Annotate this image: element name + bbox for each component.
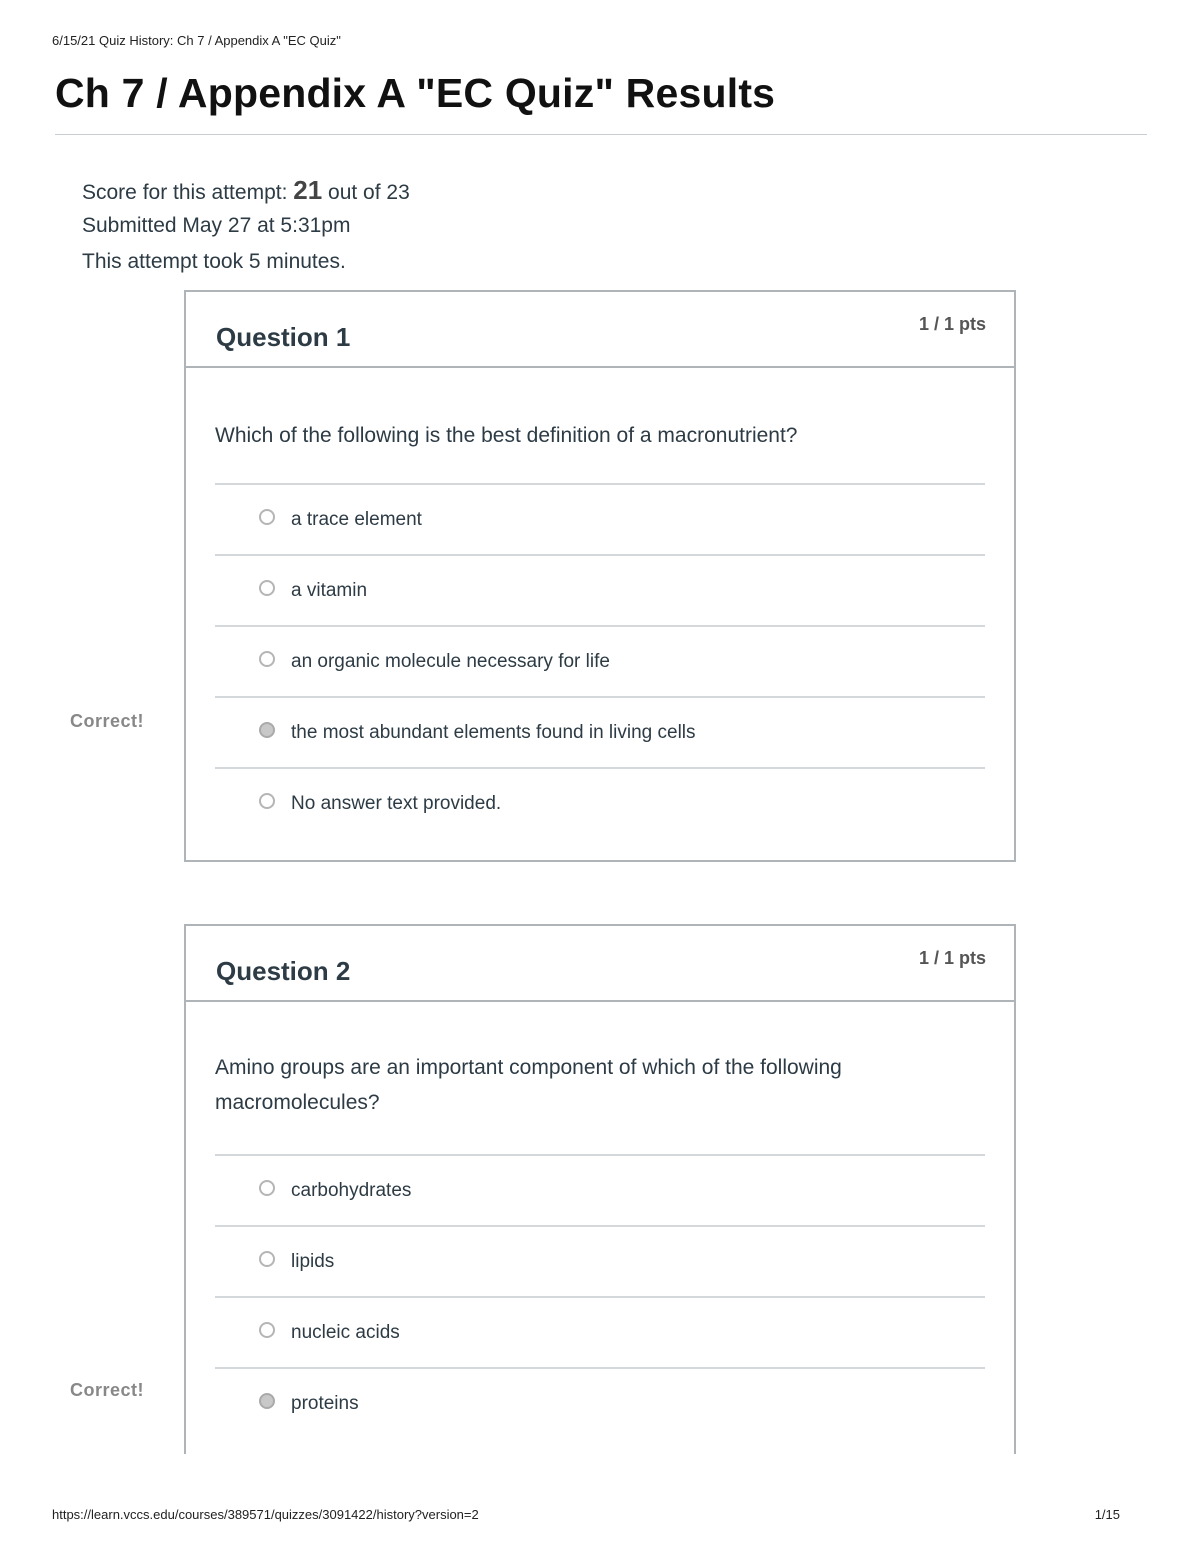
question-title: Question 2 (216, 956, 351, 986)
answer-text: an organic molecule necessary for life (291, 651, 610, 672)
attempt-duration: This attempt took 5 minutes. (82, 250, 346, 273)
answer-option[interactable] (215, 769, 985, 838)
question-text: Amino groups are an important component of which of the following macromolecules? (215, 1002, 985, 1156)
answer-text: lipids (291, 1251, 335, 1272)
answer-option[interactable] (215, 1227, 985, 1298)
answer-option[interactable] (215, 485, 985, 556)
answer-text: carbohydrates (291, 1180, 412, 1201)
radio-button-icon[interactable] (259, 651, 275, 667)
question-card-2 (184, 924, 1016, 1454)
answer-text: the most abundant elements found in living cells (291, 722, 696, 743)
score-value: 21 (293, 175, 323, 205)
attempt-summary (82, 172, 410, 280)
radio-button-selected-icon[interactable] (259, 722, 275, 738)
answer-option[interactable] (215, 1156, 985, 1227)
correct-answer-label: Correct! (70, 711, 145, 731)
question-body (186, 1002, 1014, 1438)
answer-option-selected[interactable] (215, 698, 985, 769)
score-prefix: Score for this attempt: (82, 181, 294, 204)
radio-button-selected-icon[interactable] (259, 1393, 275, 1409)
score-line (82, 172, 410, 208)
question-card-1 (184, 290, 1016, 862)
footer-page-number: 1/15 (1094, 1507, 1120, 1522)
radio-button-icon[interactable] (259, 1180, 275, 1196)
answer-option-selected[interactable] (215, 1369, 985, 1438)
answer-option[interactable] (215, 556, 985, 627)
question-body (186, 368, 1014, 838)
question-points: 1 / 1 pts (918, 948, 986, 968)
question-text: Which of the following is the best definition of a macronutrient? (215, 368, 985, 485)
submitted-time: Submitted May 27 at 5:31pm (82, 214, 351, 237)
radio-button-icon[interactable] (259, 1322, 275, 1338)
footer-url: https://learn.vccs.edu/courses/389571/quizzes/3091422/history?version=2 (52, 1507, 479, 1522)
answer-text: proteins (291, 1393, 359, 1414)
answer-option[interactable] (215, 1298, 985, 1369)
print-header: 6/15/21 Quiz History: Ch 7 / Appendix A "EC Quiz" (52, 33, 341, 48)
question-title: Question 1 (216, 322, 351, 352)
page-title: Ch 7 / Appendix A "EC Quiz" Results (55, 70, 776, 116)
radio-button-icon[interactable] (259, 793, 275, 809)
answer-option[interactable] (215, 627, 985, 698)
answer-text: nucleic acids (291, 1322, 400, 1343)
radio-button-icon[interactable] (259, 1251, 275, 1267)
radio-button-icon[interactable] (259, 509, 275, 525)
correct-answer-label: Correct! (70, 1380, 145, 1400)
radio-button-icon[interactable] (259, 580, 275, 596)
question-points: 1 / 1 pts (918, 314, 986, 334)
answer-text: a vitamin (291, 580, 368, 601)
answer-text: a trace element (291, 509, 422, 530)
question-header (186, 292, 1014, 368)
score-suffix: out of 23 (322, 181, 410, 204)
title-divider (55, 134, 1147, 135)
question-header (186, 926, 1014, 1002)
answer-text: No answer text provided. (291, 793, 502, 814)
